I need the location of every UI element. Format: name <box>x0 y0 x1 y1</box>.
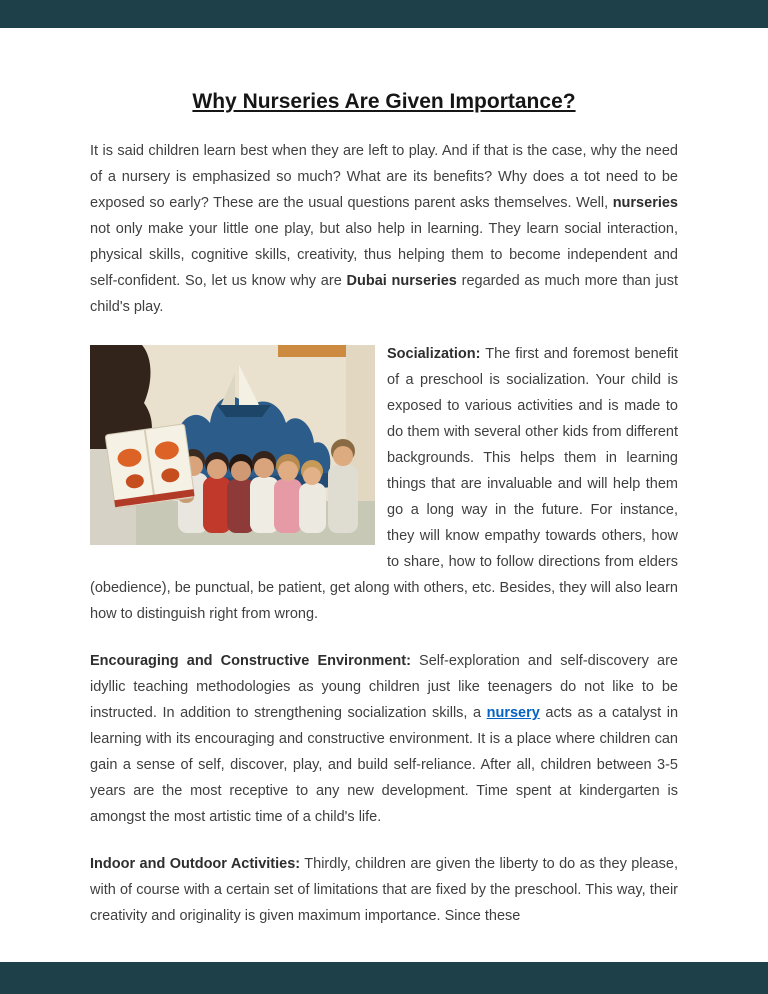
top-chrome-bar <box>0 0 768 28</box>
nursery-link[interactable]: nursery <box>486 705 540 721</box>
activities-text: Thirdly, children are given the liberty to do as they please, with of course with a certain set of limitations that are fixed by the preschool. This way, their creativity and originality is given maximum importance. Since these <box>90 856 679 924</box>
intro-text-2: not only make your little one play, but also help in learning. They learn social interaction, physical skills, cognitive skills, creativity, thus helping them to become independent and self-confident. So, let us know why are <box>90 221 678 289</box>
document-page <box>0 28 768 950</box>
socialization-text: The first and foremost benefit of a preschool is socialization. Your child is exposed to various activities and is made to do them with several other kids from different backgrounds. This helps them in learning things that are invaluable and will help them go a long way in the future. For instance, they will know empathy towards others, how to share, how to follow directions from elders (obedience), be punctual, be patient, get along with others, etc. Besides, they will also learn how to distinguish right from wrong. <box>90 346 678 622</box>
classroom-photo-illustration <box>90 345 375 545</box>
intro-bold-dubai-nurseries: Dubai nurseries <box>346 273 457 289</box>
document-title: Why Nurseries Are Given Importance? <box>192 90 576 113</box>
intro-paragraph <box>90 138 678 320</box>
environment-paragraph <box>90 648 678 830</box>
activities-paragraph <box>90 851 678 929</box>
intro-text-1: It is said children learn best when they are left to play. And if that is the case, why the need of a nursery is emphasized so much? What are its benefits? Why does a tot need to be exposed so early? These are the usual questions parent asks themselves. Well, <box>90 143 678 211</box>
environment-text-2: acts as a catalyst in learning with its encouraging and constructive environment. It is a place where children can gain a sense of self, discover, play, and build self-reliance. After all, children between 3-5 years are the most receptive to any new development. Time spent at kindergarten is amongst the most artistic time of a child's life. <box>90 705 679 825</box>
socialization-paragraph <box>90 341 678 627</box>
environment-heading: Encouraging and Constructive Environment: <box>90 653 411 669</box>
bottom-chrome-bar <box>0 962 768 994</box>
classroom-photo <box>90 345 375 545</box>
environment-text-1: Self-exploration and self-discovery are idyllic teaching methodologies as young children just like teenagers do not like to be instructed. In addition to strengthening socialization skills, a <box>90 653 679 721</box>
intro-text-3: regarded as much more than just child's play. <box>90 273 679 315</box>
intro-bold-nurseries: nurseries <box>612 195 678 211</box>
photo-storybook <box>105 424 195 508</box>
socialization-heading: Socialization: <box>387 346 481 362</box>
activities-heading: Indoor and Outdoor Activities: <box>90 856 301 872</box>
